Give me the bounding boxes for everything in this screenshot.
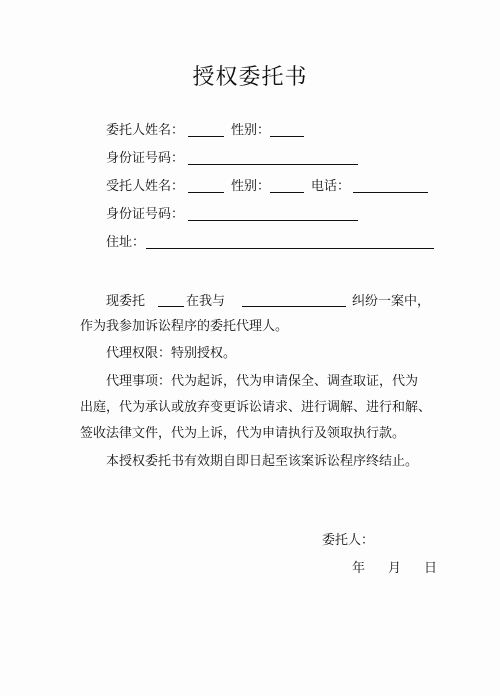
- agent-name-inline-blank[interactable]: [158, 306, 184, 307]
- date-year: 年: [352, 561, 366, 576]
- address-label: 住址：: [106, 235, 146, 250]
- principal-id-label: 身份证号码：: [106, 151, 185, 166]
- date-month: 月: [388, 561, 402, 576]
- body-p1-part2: 在我与: [186, 294, 226, 309]
- principal-signature-label: 委托人：: [322, 533, 375, 548]
- body-p3-line3: 签收法律文件，代为上诉，代为申请执行及领取执行款。: [80, 426, 406, 441]
- principal-name-label: 委托人姓名：: [106, 123, 185, 138]
- opponent-name-blank[interactable]: [242, 306, 346, 307]
- body-p3-line1: 代理事项：代为起诉，代为申请保全、调查取证，代为: [106, 374, 419, 389]
- body-p4: 本授权委托书有效期自即日起至该案诉讼程序终结止。: [106, 454, 419, 469]
- agent-gender-label: 性别：: [231, 179, 271, 194]
- body-p1-part3: 纠纷一案中，: [352, 294, 431, 309]
- agent-id-label: 身份证号码：: [106, 207, 185, 222]
- document-title: 授权委托书: [192, 65, 308, 90]
- agent-phone-blank[interactable]: [353, 192, 428, 193]
- principal-gender-label: 性别：: [231, 123, 271, 138]
- agent-id-blank[interactable]: [188, 220, 358, 221]
- principal-name-blank[interactable]: [188, 136, 224, 137]
- principal-id-blank[interactable]: [188, 164, 358, 165]
- agent-name-blank[interactable]: [188, 192, 224, 193]
- agent-name-label: 受托人姓名：: [106, 179, 185, 194]
- body-p1-line2: 作为我参加诉讼程序的委托代理人。: [80, 319, 289, 334]
- agent-gender-blank[interactable]: [270, 192, 304, 193]
- address-blank[interactable]: [146, 248, 434, 249]
- body-p2: 代理权限：特别授权。: [106, 346, 237, 361]
- principal-gender-blank[interactable]: [270, 136, 304, 137]
- agent-phone-label: 电话：: [311, 179, 351, 194]
- body-p3-line2: 出庭，代为承认或放弃变更诉讼请求、进行调解、进行和解、: [80, 400, 432, 415]
- date-day: 日: [424, 561, 438, 576]
- body-p1-part1: 现委托: [106, 294, 146, 309]
